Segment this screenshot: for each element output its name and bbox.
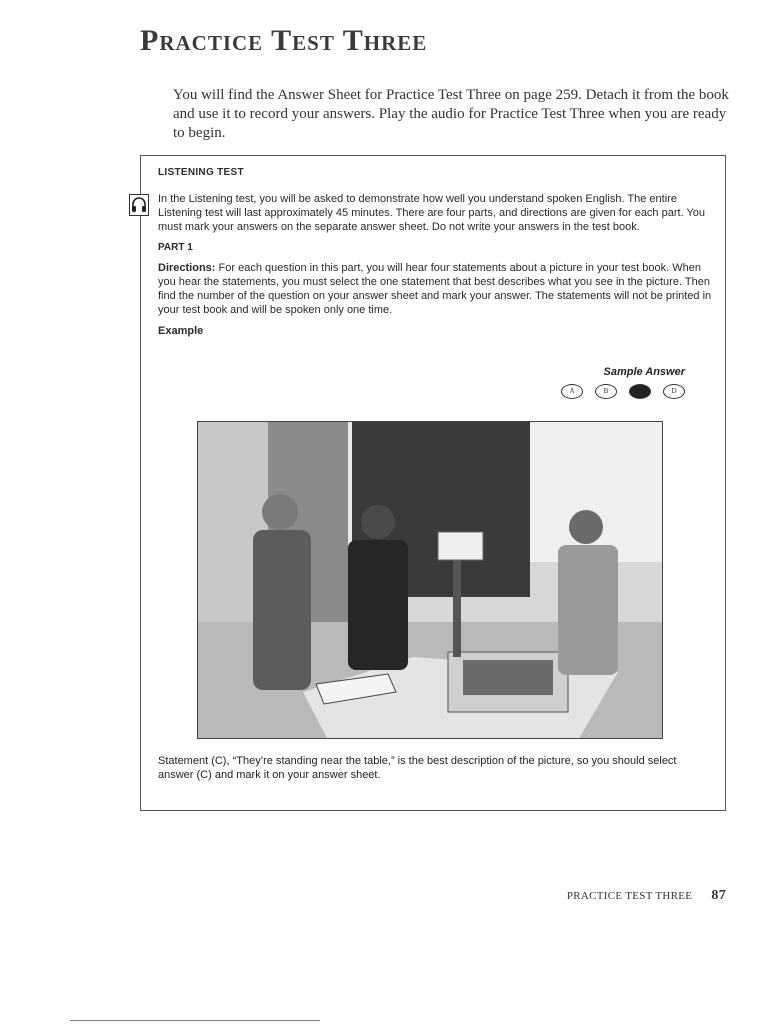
answer-bubbles — [561, 384, 685, 399]
headphones-icon — [129, 194, 149, 216]
listening-test-box — [140, 155, 726, 811]
answer-bubble-a: A — [561, 384, 583, 399]
running-head: PRACTICE TEST THREE — [566, 890, 693, 902]
bottom-rule — [70, 1020, 320, 1021]
listening-instructions: In the Listening test, you will be asked to demonstrate how well you understand spoken English. The entire Listening test will last approximately 45 minutes. There are four parts, and directions are given for each part. You must mark your answers on the separate answer sheet. Do not write your answers in the test book. — [158, 193, 706, 233]
part-label: PART 1 — [158, 242, 193, 253]
section-heading: LISTENING TEST — [158, 167, 244, 178]
intro-paragraph: You will find the Answer Sheet for Practice Test Three on page 259. Detach it from the book and use it to record your answers. Play the audio for Practice Test Three when you are ready to begin. — [173, 87, 729, 141]
answer-bubble-d: D — [663, 384, 685, 399]
directions-text: For each question in this part, you will hear four statements about a picture in your test book. When you hear the statements, you must select the one statement that best describes what you see in the picture. Then find the number of the question on your answer sheet and mark your answer. The statements will not be printed in your test book and will be spoken only one time. — [158, 262, 712, 316]
sample-answer-label: Sample Answer — [603, 366, 685, 378]
answer-bubble-c-selected: C — [629, 384, 651, 399]
example-photo — [197, 421, 663, 739]
page-footer — [567, 888, 726, 904]
part1-directions — [158, 261, 713, 317]
directions-label: Directions: — [158, 262, 216, 274]
example-label: Example — [158, 325, 204, 337]
page-number: 87 — [711, 888, 726, 903]
answer-bubble-b: B — [595, 384, 617, 399]
example-caption: Statement (C), “They’re standing near the table,” is the best description of the picture, so you should select answer (C) and mark it on your answer sheet. — [158, 755, 677, 781]
page-title: Practice Test Three — [140, 24, 428, 57]
